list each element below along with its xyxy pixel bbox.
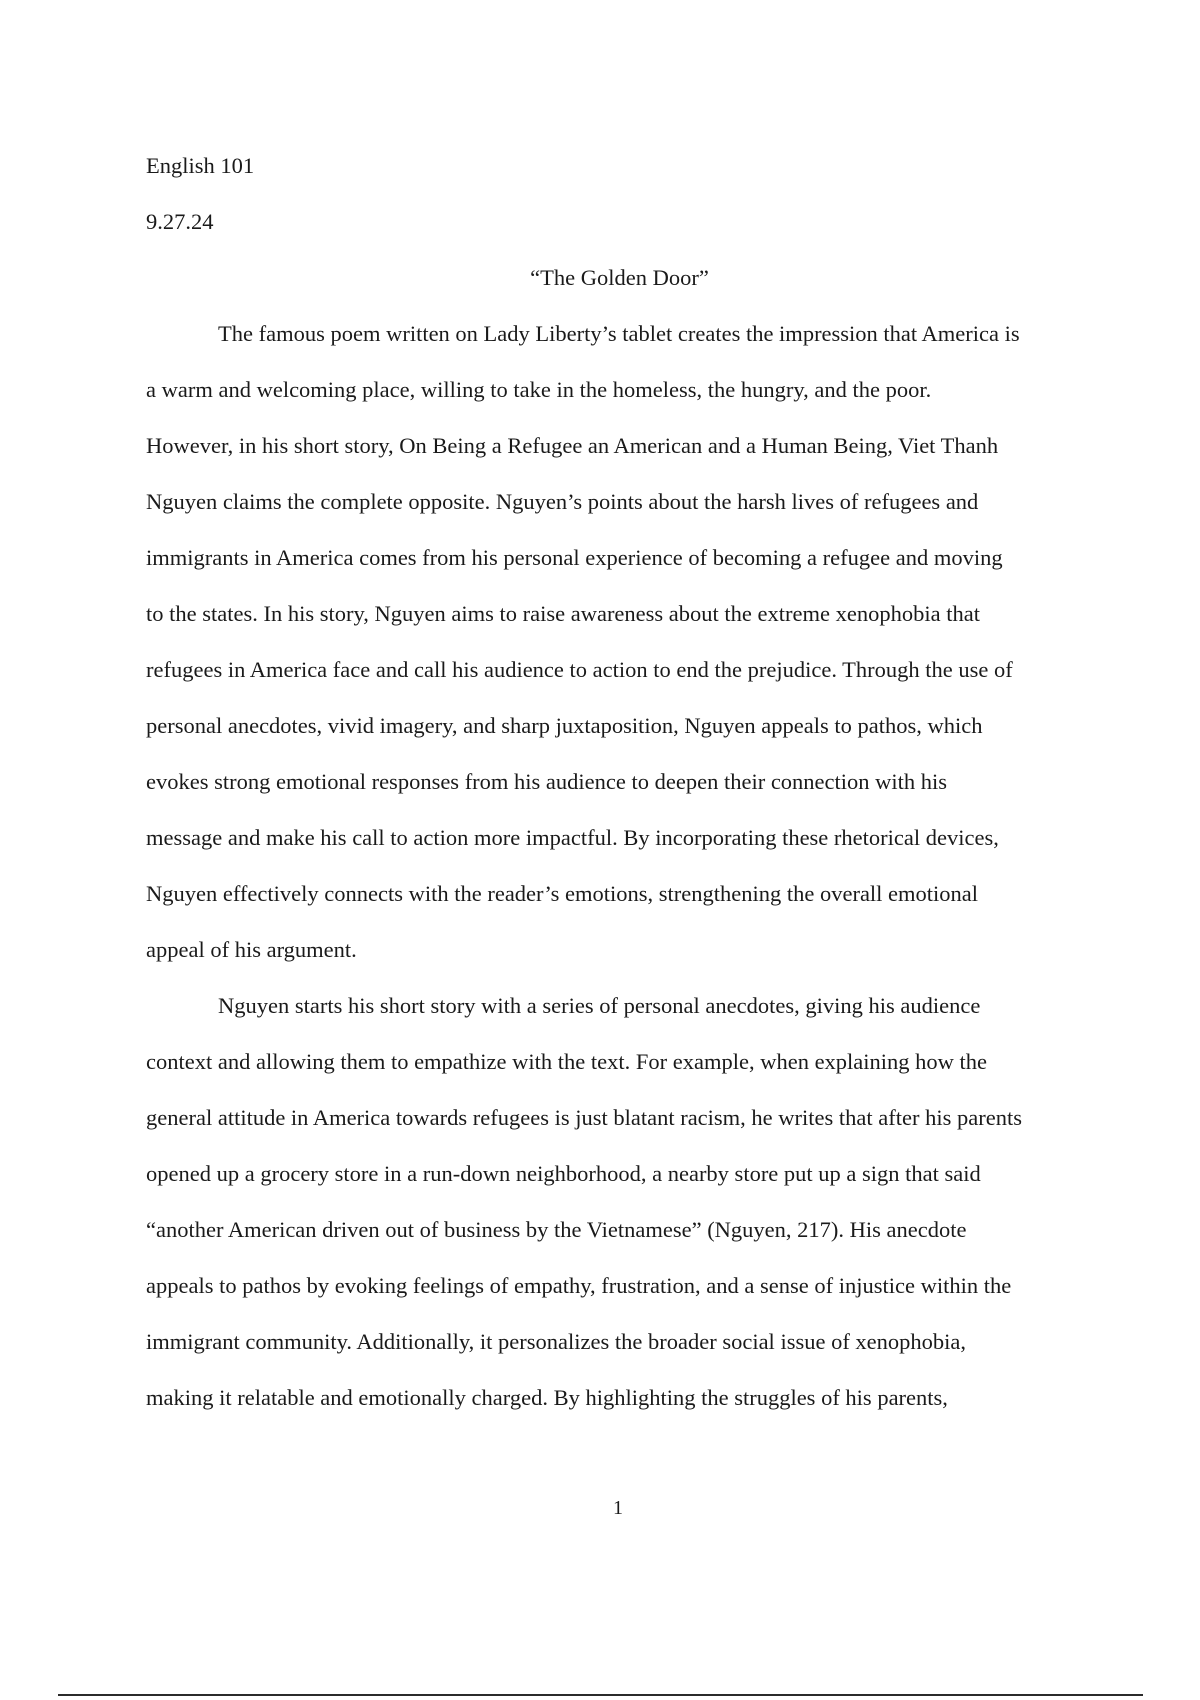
page-number: 1 [613, 1497, 623, 1519]
paragraph-line: to the states. In his story, Nguyen aims to raise awareness about the extreme xenophobia that [146, 601, 980, 626]
paragraph-line: immigrant community. Additionally, it personalizes the broader social issue of xenophobia, [146, 1329, 967, 1354]
document-body [146, 138, 1091, 1426]
essay-title: “The Golden Door” [530, 265, 709, 290]
paragraph-1 [146, 306, 1091, 978]
paragraph-line: making it relatable and emotionally charged. By highlighting the struggles of his parents, [146, 1385, 948, 1410]
course-name: English 101 [146, 153, 255, 178]
paragraph-line: However, in his short story, On Being a Refugee an American and a Human Being, Viet Thanh [146, 433, 999, 458]
paragraph-line: Nguyen claims the complete opposite. Nguyen’s points about the harsh lives of refugees and [146, 489, 979, 514]
paragraph-line: a warm and welcoming place, willing to take in the homeless, the hungry, and the poor. [146, 377, 932, 402]
paragraph-2 [146, 978, 1091, 1426]
paragraph-line: appeal of his argument. [146, 937, 357, 962]
essay-date: 9.27.24 [146, 209, 214, 234]
paragraph-line: “another American driven out of business by the Vietnamese” (Nguyen, 217). His anecdote [146, 1217, 967, 1242]
paragraph-line: Nguyen starts his short story with a series of personal anecdotes, giving his audience [218, 993, 981, 1018]
paragraph-line: context and allowing them to empathize with the text. For example, when explaining how the [146, 1049, 988, 1074]
paragraph-line: message and make his call to action more impactful. By incorporating these rhetorical devices, [146, 825, 999, 850]
paragraph-line: appeals to pathos by evoking feelings of empathy, frustration, and a sense of injustice within the [146, 1273, 1012, 1298]
paragraph-line: immigrants in America comes from his personal experience of becoming a refugee and moving [146, 545, 1003, 570]
page-bottom-divider [58, 1694, 1143, 1696]
paragraph-line: general attitude in America towards refugees is just blatant racism, he writes that after his parents [146, 1105, 1022, 1130]
paragraph-line: evokes strong emotional responses from his audience to deepen their connection with his [146, 769, 948, 794]
paragraph-line: The famous poem written on Lady Liberty’s tablet creates the impression that America is [218, 321, 1020, 346]
paragraph-line: refugees in America face and call his audience to action to end the prejudice. Through the use of [146, 657, 1013, 682]
paragraph-line: Nguyen effectively connects with the reader’s emotions, strengthening the overall emotional [146, 881, 979, 906]
paragraph-line: opened up a grocery store in a run-down neighborhood, a nearby store put up a sign that said [146, 1161, 981, 1186]
paragraph-line: personal anecdotes, vivid imagery, and sharp juxtaposition, Nguyen appeals to pathos, which [146, 713, 983, 738]
